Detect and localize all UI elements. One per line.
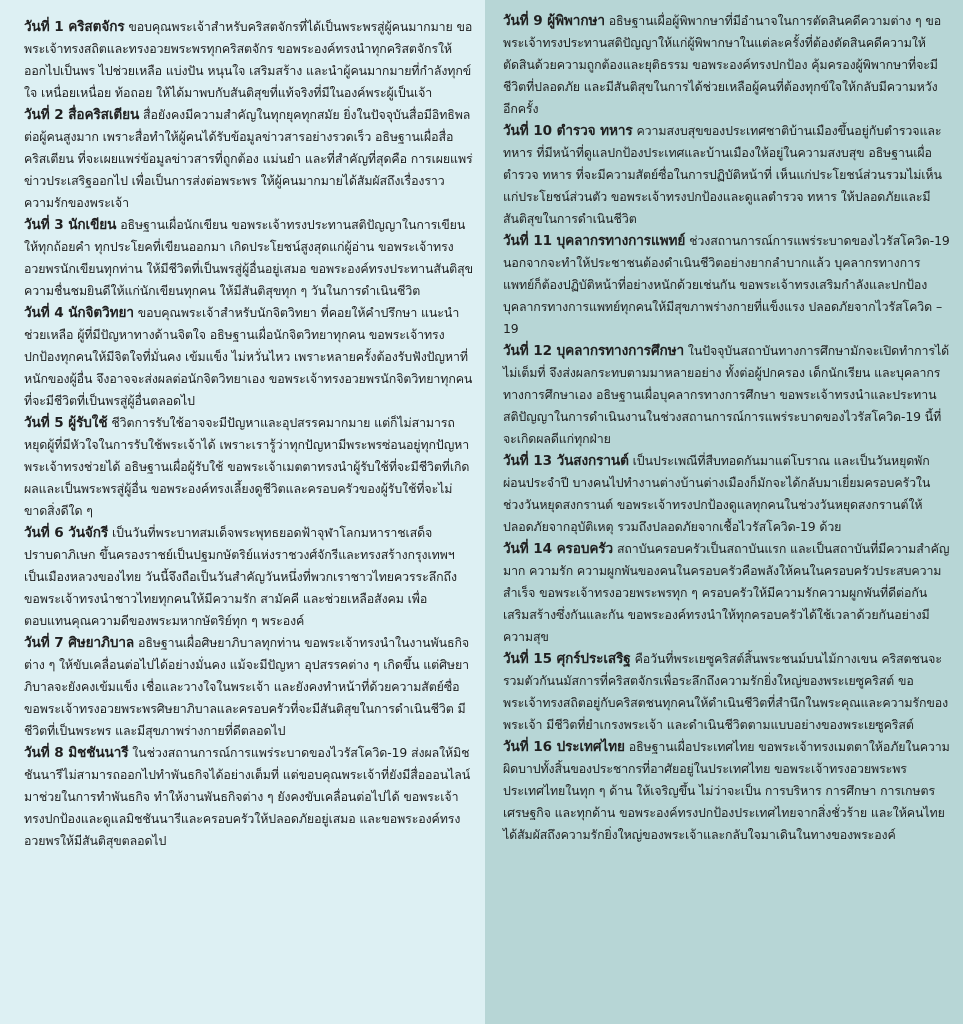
entry-day-11 (503, 230, 951, 340)
entry-day-6 (24, 522, 473, 632)
right-column (485, 0, 963, 1024)
entry-text: ขอบคุณพระเจ้าสำหรับคริสตจักรที่ได้เป็นพระพรสู่ผู้คนมากมาย ขอพระเจ้าทรงสถิตและทรงอวยพระพรทุกคริสตจักร ขอพระองค์ทรงนำทุกคริสตจักรให้ออกไปเป็นพร ไปช่วยเหลือ แบ่งปัน หนุนใจ เสริมสร้าง และนำผู้คนมากมายที่กำลังทุกข์ใจ เหนื่อยเหนื่อย ท้อถอย ให้ได้มาพบกับสันติสุขที่แท้จริงที่มีในองค์พระผู้เป็นเจ้า (24, 19, 473, 100)
entry-title: วันที่ 6 วันจักรี (24, 525, 109, 541)
entry-title: วันที่ 15 ศุกร์ประเสริฐ (503, 651, 631, 667)
entry-text: ช่วงสถานการณ์การแพร่ระบาดของไวรัสโควิด-19 นอกจากจะทำให้ประชาชนต้องดำเนินชีวิตอย่างยากลำบากแล้ว บุคลากรทางการแพทย์ก็ต้องปฏิบัติหน้าที่อย่างหนักด้วยเช่นกัน ขอพระเจ้าทรงเสริมกำลังและปกป้องบุคลากรทางการแพทย์ทุกคนให้มีสุขภาพร่างกายที่แข็งแรง ปลอดภัยจากไวรัสโควิด – 19 (503, 233, 950, 336)
entry-title: วันที่ 12 บุคลากรทางการศึกษา (503, 343, 685, 359)
entry-text: เป็นวันที่พระบาทสมเด็จพระพุทธยอดฟ้าจุฬาโลกมหาราชเสด็จปราบดาภิเษก ขึ้นครองราชย์เป็นปฐมกษัตริย์แห่งราชวงศ์จักรีและทรงสร้างกรุงเทพฯ เป็นเมืองหลวงของไทย วันนี้จึงถือเป็นวันสำคัญวันหนึ่งที่พวกเราชาวไทยควรระลึกถึง ขอพระเจ้าทรงนำชาวไทยทุกคนให้มีความรัก สามัคคี และช่วยเหลือสังคม เพื่อตอบแทนคุณความดีของพระมหากษัตริย์ทุก ๆ พระองค์ (24, 525, 457, 628)
entry-day-15 (503, 648, 951, 736)
entry-title: วันที่ 1 คริสตจักร (24, 19, 125, 35)
entry-day-8 (24, 742, 473, 852)
entry-day-1 (24, 16, 473, 104)
entry-title: วันที่ 13 วันสงกรานต์ (503, 453, 629, 469)
entry-title: วันที่ 9 ผู้พิพากษา (503, 13, 605, 29)
entry-title: วันที่ 14 ครอบครัว (503, 541, 614, 557)
entry-text: ขอบคุณพระเจ้าสำหรับนักจิตวิทยา ที่คอยให้คำปรึกษา แนะนำ ช่วยเหลือ ผู้ที่มีปัญหาทางด้านจิตใจ อธิษฐานเผื่อนักจิตวิทยาทุกคน ขอพระเจ้าทรงปกป้องทุกคนให้มีจิตใจที่มั่นคง เข้มแข็ง ไม่หวั่นไหว เพราะหลายครั้งต้องรับฟังปัญหาที่หนักของผู้อื่น จึงอาจจะส่งผลต่อนักจิตวิทยาเอง ขอพระเจ้าทรงอวยพรนักจิตวิทยาทุกคนที่จะมีชีวิตที่เป็นพรสู่ผู้อื่นตลอดไป (24, 305, 473, 408)
entry-text: อธิษฐานเผื่อผู้พิพากษาที่มีอำนาจในการตัดสินคดีความต่าง ๆ ขอพระเจ้าทรงประทานสติปัญญาให้แก่ผู้พิพากษาในแต่ละครั้งที่ต้องตัดสินคดีความให้ตัดสินด้วยความถูกต้องและยุติธรรม ขอพระองค์ทรงปกป้อง คุ้มครองผู้พิพากษาที่จะมีชีวิตที่ปลอดภัย และมีสันติสุขในการได้ช่วยเหลือผู้คนที่ต้องทุกข์ใจให้กลับมีความหวังอีกครั้ง (503, 13, 942, 116)
entry-day-13 (503, 450, 951, 538)
entry-text: อธิษฐานเผื่อประเทศไทย ขอพระเจ้าทรงเมตตาให้อภัยในความผิดบาปทั้งสิ้นของประชากรที่อาศัยอยู่ในประเทศไทย ขอพระเจ้าทรงอวยพระพรประเทศไทยในทุก ๆ ด้าน ให้เจริญขึ้น ไม่ว่าจะเป็น การบริหาร การศึกษา การเกษตร เศรษฐกิจ และทุกด้าน ขอพระองค์ทรงปกป้องประเทศไทยจากสิ่งชั่วร้าย และให้คนไทยได้สัมผัสถึงความรักยิ่งใหญ่ของพระเจ้าและกลับใจมาเดินในทางของพระองค์ (503, 739, 950, 842)
entry-text: ในช่วงสถานการณ์การแพร่ระบาดของไวรัสโควิด-19 ส่งผลให้มิชชันนารีไม่สามารถออกไปทำพันธกิจได้อย่างเต็มที่ แต่ขอบคุณพระเจ้าที่ยังมีสื่อออนไลน์มาช่วยในการทำพันธกิจ ทำให้งานพันธกิจต่าง ๆ ยังคงขับเคลื่อนต่อไปได้ ขอพระเจ้าทรงปกป้องและดูแลมิชชันนารีและครอบครัวให้ปลอดภัยอยู่เสมอ และขอพระองค์ทรงอวยพรให้มีสันติสุขตลอดไป (24, 745, 471, 848)
entry-title: วันที่ 8 มิชชันนารี (24, 745, 129, 761)
entry-day-9 (503, 10, 951, 120)
entry-day-4 (24, 302, 473, 412)
entry-title: วันที่ 16 ประเทศไทย (503, 739, 625, 755)
entry-day-14 (503, 538, 951, 648)
entry-day-16 (503, 736, 951, 846)
entry-text: อธิษฐานเผื่อนักเขียน ขอพระเจ้าทรงประทานสติปัญญาในการเขียนให้ทุกถ้อยคำ ทุกประโยคที่เขียนออกมา เกิดประโยชน์สูงสุดแก่ผู้อ่าน ขอพระเจ้าทรงอวยพรนักเขียนทุกท่าน ให้มีชีวิตที่เป็นพรสู่ผู้อื่นอยู่เสมอ ขอพระองค์ทรงประทานสันติสุข ความชื่นชมยินดีให้แก่นักเขียนทุกคน ให้มีสันติสุขทุก ๆ วันในการดำเนินชีวิต (24, 217, 473, 298)
entry-text: เป็นประเพณีที่สืบทอดกันมาแต่โบราณ และเป็นวันหยุดพักผ่อนประจำปี บางคนไปทำงานต่างบ้านต่างเมืองก็มักจะได้กลับมาเยี่ยมครอบครัวในช่วงวันหยุดสงกรานต์ ขอพระเจ้าทรงปกป้องดูแลทุกคนในช่วงวันหยุดสงกรานต์ให้ปลอดภัยจากอุบัติเหตุ รวมถึงปลอดภัยจากเชื้อไวรัสโควิด-19 ด้วย (503, 453, 931, 534)
entry-day-10 (503, 120, 951, 230)
entry-title: วันที่ 11 บุคลากรทางการแพทย์ (503, 233, 686, 249)
entry-title: วันที่ 4 นักจิตวิทยา (24, 305, 134, 321)
entry-title: วันที่ 10 ตำรวจ ทหาร (503, 123, 633, 139)
entry-title: วันที่ 3 นักเขียน (24, 217, 117, 233)
entry-text: คือวันที่พระเยซูคริสต์สิ้นพระชนม์บนไม้กางเขน คริสตชนจะรวมตัวกันนมัสการที่คริสตจักรเพื่อระลึกถึงความรักยิ่งใหญ่ของพระเยซูคริสต์ ขอพระเจ้าทรงสถิตอยู่กับคริสตชนทุกคนให้ดำเนินชีวิตที่สำนึกในพระคุณและความรักของพระเจ้า มีชีวิตที่ยำเกรงพระเจ้า และดำเนินชีวิตตามแบบอย่างของพระเยซูคริสต์ (503, 651, 949, 732)
entry-day-7 (24, 632, 473, 742)
entry-title: วันที่ 2 สื่อคริสเตียน (24, 107, 140, 123)
entry-text: อธิษฐานเผื่อศิษยาภิบาลทุกท่าน ขอพระเจ้าทรงนำในงานพันธกิจต่าง ๆ ให้ขับเคลื่อนต่อไปได้อย่างมั่นคง แม้จะมีปัญหา อุปสรรคต่าง ๆ เกิดขึ้น แต่ศิษยาภิบาลจะยังคงเข้มแข็ง เชื่อและวางใจในพระเจ้า และยังคงทำหน้าที่ด้วยความสัตย์ซื่อ ขอพระเจ้าทรงอวยพระพรศิษยาภิบาลและครอบครัวที่จะมีสันติสุขในการดำเนินชีวิต มีชีวิตที่เป็นพระพร และมีสุขภาพร่างกายที่ดีตลอดไป (24, 635, 470, 738)
entry-day-3 (24, 214, 473, 302)
entry-text: สื่อยังคงมีความสำคัญในทุกยุคทุกสมัย ยิ่งในปัจจุบันสื่อมีอิทธิพลต่อผู้คนสูงมาก เพราะสื่อทำให้ผู้คนได้รับข้อมูลข่าวสารอย่างรวดเร็ว อธิษฐานเผื่อสื่อคริสเตียน ที่จะเผยแพร่ข้อมูลข่าวสารที่ถูกต้อง แม่นยำ และที่สำคัญที่สุดคือ การเผยแพร่ข่าวประเสริฐออกไป เพื่อเป็นการส่งต่อพระพร ให้ผู้คนมากมายได้สัมผัสถึงเรื่องราวความรักของพระเจ้า (24, 107, 473, 210)
entry-day-5 (24, 412, 473, 522)
entry-day-2 (24, 104, 473, 214)
entry-title: วันที่ 5 ผู้รับใช้ (24, 415, 108, 431)
entry-text: ความสงบสุขของประเทศชาติบ้านเมืองขึ้นอยู่กับตำรวจและทหาร ที่มีหน้าที่ดูแลปกป้องประเทศและบ้านเมืองให้อยู่ในความสงบสุข อธิษฐานเผื่อตำรวจ ทหาร ที่จะมีความสัตย์ซื่อในการปฏิบัติหน้าที่ เห็นแก่ประโยชน์ส่วนรวมไม่เห็นแก่ประโยชน์ส่วนตัว ขอพระเจ้าทรงปกป้องและดูแลตำรวจ ทหาร ให้ปลอดภัยและมีสันติสุขในการดำเนินชีวิต (503, 123, 942, 226)
entry-text: ชีวิตการรับใช้อาจจะมีปัญหาและอุปสรรคมากมาย แต่ก็ไม่สามารถหยุดผู้ที่มีหัวใจในการรับใช้พระเจ้าได้ เพราะเรารู้ว่าทุกปัญหามีพระพรซ่อนอยู่ทุกปัญหาพระเจ้าทรงช่วยได้ อธิษฐานเผื่อผู้รับใช้ ขอพระเจ้าเมตตาทรงนำผู้รับใช้ที่จะมีชีวิตที่เกิดผลและเป็นพระพรสู่ผู้อื่น ขอพระองค์ทรงเลี้ยงดูชีวิตและครอบครัวของผู้รับใช้ที่จะไม่ขาดสิ่งดีใด ๆ (24, 415, 470, 518)
entry-text: ในปัจจุบันสถาบันทางการศึกษามักจะเปิดทำการได้ไม่เต็มที่ จึงส่งผลกระทบตามมาหลายอย่าง ทั้งต่อผู้ปกครอง เด็กนักเรียน และบุคลากรทางการศึกษาเอง อธิษฐานเผื่อบุคลากรทางการศึกษา ขอพระเจ้าทรงนำและประทานสติปัญญาในการดำเนินงานในช่วงสถานการณ์การแพร่ระบาดของไวรัสโควิด-19 นี้ที่จะเกิดผลดีแก่ทุกฝ่าย (503, 343, 950, 446)
entry-day-12 (503, 340, 951, 450)
entry-title: วันที่ 7 ศิษยาภิบาล (24, 635, 135, 651)
entry-text: สถาบันครอบครัวเป็นสถาบันแรก และเป็นสถาบันที่มีความสำคัญมาก ความรัก ความผูกพันของคนในครอบครัวคือพลังให้คนในครอบครัวประสบความสำเร็จ ขอพระเจ้าทรงอวยพระพรทุก ๆ ครอบครัวให้มีความรักความผูกพันที่ดีต่อกัน เสริมสร้างซึ่งกันและกัน ขอพระองค์ทรงนำให้ทุกครอบครัวได้ใช้เวลาด้วยกันอย่างมีความสุข (503, 541, 950, 644)
